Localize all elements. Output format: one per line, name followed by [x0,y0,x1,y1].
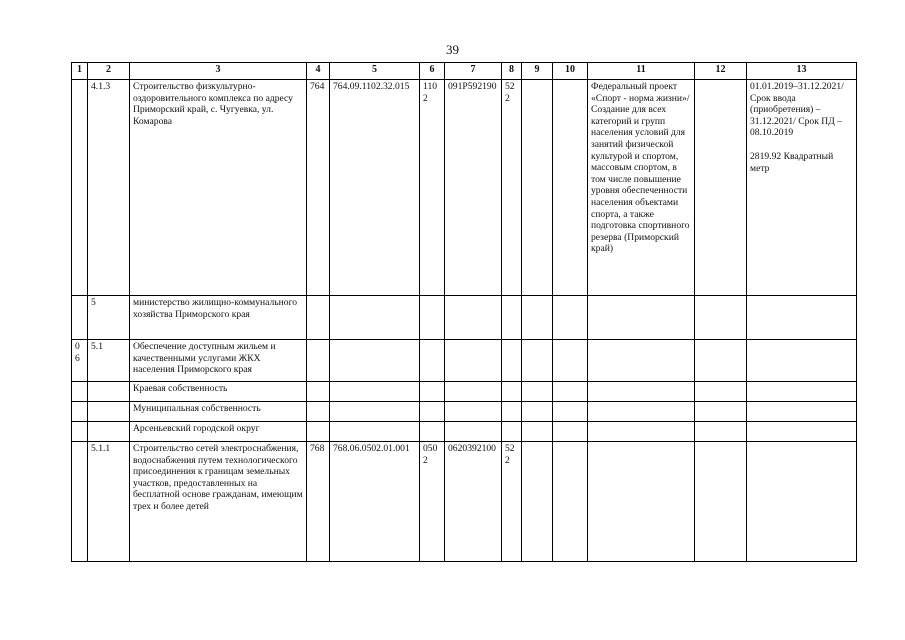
column-header: 13 [747,63,857,80]
cell-section-code: 0502 [420,442,445,562]
cell-section-code: 1102 [420,80,445,296]
cell-expense-type: 522 [502,80,522,296]
table-row [72,296,857,340]
cell-budget-code: 768.06.0502.01.001 [330,442,420,562]
cell-target-code: 0620392100 [445,442,502,562]
cell-description: Обеспечение доступным жильем и качественными услугами ЖКХ населения Приморского края [130,340,307,382]
table-row [72,402,857,422]
column-header: 12 [695,63,747,80]
cell-ministry-code: 768 [307,442,330,562]
cell-code [72,296,88,340]
column-header: 3 [130,63,307,80]
cell-description: Строительство сетей электроснабжения, водоснабжения путем технологического присоединения к границам земельных участков, предоставленных на бесплатной основе гражданам, имеющим трех и более детей [130,442,307,562]
cell-code [72,442,88,562]
cell-ministry-code: 764 [307,80,330,296]
column-header: 5 [330,63,420,80]
cell-item-number: 5 [88,296,130,340]
column-header: 6 [420,63,445,80]
cell-item-number: 4.1.3 [88,80,130,296]
table-row [72,422,857,442]
table-row [72,382,857,402]
column-header: 9 [522,63,553,80]
table-row [72,80,857,296]
page-number: 39 [446,42,459,57]
cell-description: Арсеньевский городской округ [130,422,307,442]
cell-target-code: 091P592190 [445,80,502,296]
column-header: 7 [445,63,502,80]
column-header: 2 [88,63,130,80]
cell-project: Федеральный проект «Спорт - норма жизни»/Создание для всех категорий и групп населения условий для занятий физической культурой и спортом, массовым спортом, в том числе повышение уровня обеспеченности населения объектами спорта, а также подготовка спортивного резерва (Приморский край) [588,80,695,296]
cell-description: Краевая собственность [130,382,307,402]
table-row [72,442,857,562]
cell-description: министерство жилищно-коммунального хозяйства Приморского края [130,296,307,340]
cell-terms [747,80,857,296]
cell-code [72,80,88,296]
cell-empty [522,80,553,296]
cell-code: 06 [72,340,88,382]
column-header: 1 [72,63,88,80]
terms-dates: 01.01.2019–31.12.2021/ Срок ввода (приобретения) – 31.12.2021/ Срок ПД – 08.10.2019 [750,81,844,139]
investment-table [71,62,857,562]
table-row [72,340,857,382]
cell-empty [695,80,747,296]
cell-description: Строительство физкультурно-оздоровительного комплекса по адресу Приморский край, с. Чугуевка, ул. Комарова [130,80,307,296]
column-header: 11 [588,63,695,80]
terms-capacity: 2819.92 Квадратный метр [750,150,834,174]
cell-empty [553,80,588,296]
cell-item-number: 5.1.1 [88,442,130,562]
header-row [72,63,857,80]
column-header: 10 [553,63,588,80]
cell-expense-type: 522 [502,442,522,562]
column-header: 4 [307,63,330,80]
cell-description: Муниципальная собственность [130,402,307,422]
cell-budget-code: 764.09.1102.32.015 [330,80,420,296]
column-header: 8 [502,63,522,80]
cell-item-number: 5.1 [88,340,130,382]
